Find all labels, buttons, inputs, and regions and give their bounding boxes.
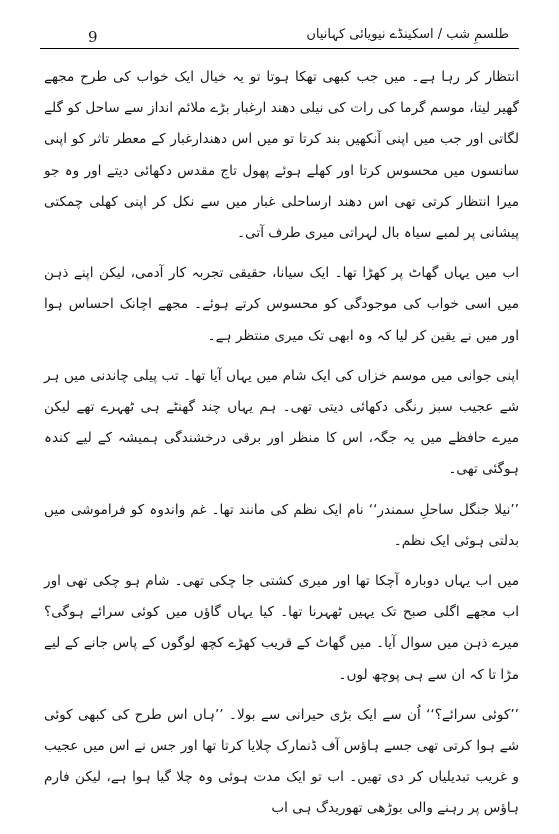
paragraph: ’’نیلا جنگل ساحلِ سمندر‘‘ نام ایک نظم کی مانند تھا۔ غم واندوہ کو فراموشی میں بدلتی ہوئی ایک نظم۔ (44, 501, 519, 549)
paragraph: میں اب یہاں دوبارہ آچکا تھا اور میری کشتی جا چکی تھی۔ شام ہو چکی تھی اور اب مجھے اگلی صبح تک یہیں ٹھہرنا تھا۔ کیا یہاں گاؤں میں کوئی سرائے ہوگی؟ میرے ذہن میں سوال آیا۔ میں گھاٹ کے قریب کھڑے کچھ لوگوں کے پاس جانے کے لیے مڑا تا کہ ان سے ہی پوچھ لوں۔ (44, 573, 519, 683)
paragraph: اب میں یہاں گھاٹ پر کھڑا تھا۔ ایک سیانا، حقیقی تجربہ کار آدمی، لیکن اپنے ذہن میں اسی خواب کی موجودگی کو محسوس کرتے ہوئے۔ مجھے اچانک احساس ہوا اور میں نے یقین کر لیا کہ وہ ابھی تک میری منتظر ہے۔ (44, 265, 519, 344)
page-header (40, 26, 519, 49)
running-title: طلسمِ شب / اسکینڈے نیویائی کہانیاں (306, 27, 509, 42)
paragraph: انتظار کر رہا ہے۔ میں جب کبھی تھکا ہوتا تو یہ خیال ایک خواب کی طرح مجھے گھیر لیتا، موسم گرما کی رات کی نیلی دھند ارغبار بڑے ملائم انداز سے ساحل کو گلے لگاتی اور جب میں اپنی آنکھیں بند کرتا تو میں اس دھندارغبار کے معطر تاثر کو اپنی سانسوں میں محسوس کرتا اور کھلے ہوئے پھول تاج مقدس دکھائی دیتے اور وہ جو میرا انتظار کرتی تھی اس دھند ارساحلی غبار میں سے نکل کر اپنی کھلی چمکتی پیشانی پر لمبے سیاہ بال لہراتی میری طرف آتی۔ (44, 69, 519, 242)
paragraph: ’’کوئی سرائے؟‘‘ اُن سے ایک بڑی حیرانی سے بولا۔ ’’ہاں اس طرح کی کبھی کوئی شے ہوا کرتی تھی جسے ہاؤس آف ڈنمارک چلایا کرتا تھا اور جس نے اس میں عجیب و غریب تبدیلیاں کر دی تھیں۔ اب تو ایک مدت ہوئی وہ چلا گیا ہوا ہے، لیکن فارم ہاؤس پر رہنے والی بوڑھی تھوریدگ ہی اب (44, 706, 519, 817)
paragraph: اپنی جوانی میں موسم خزاں کی ایک شام میں یہاں آیا تھا۔ تب پیلی چاندنی میں ہر شے عجیب سبز رنگی دکھائی دیتی تھی۔ ہم یہاں چند گھنٹے ہی ٹھہرے تھے لیکن میرے حافظے میں یہ جگہ، اس کا منظر اور برقی درخشندگی ہمیشہ کے لیے کندہ ہوگئی تھی۔ (44, 367, 519, 478)
page-number: 9 (88, 28, 98, 46)
body-text (44, 62, 519, 834)
